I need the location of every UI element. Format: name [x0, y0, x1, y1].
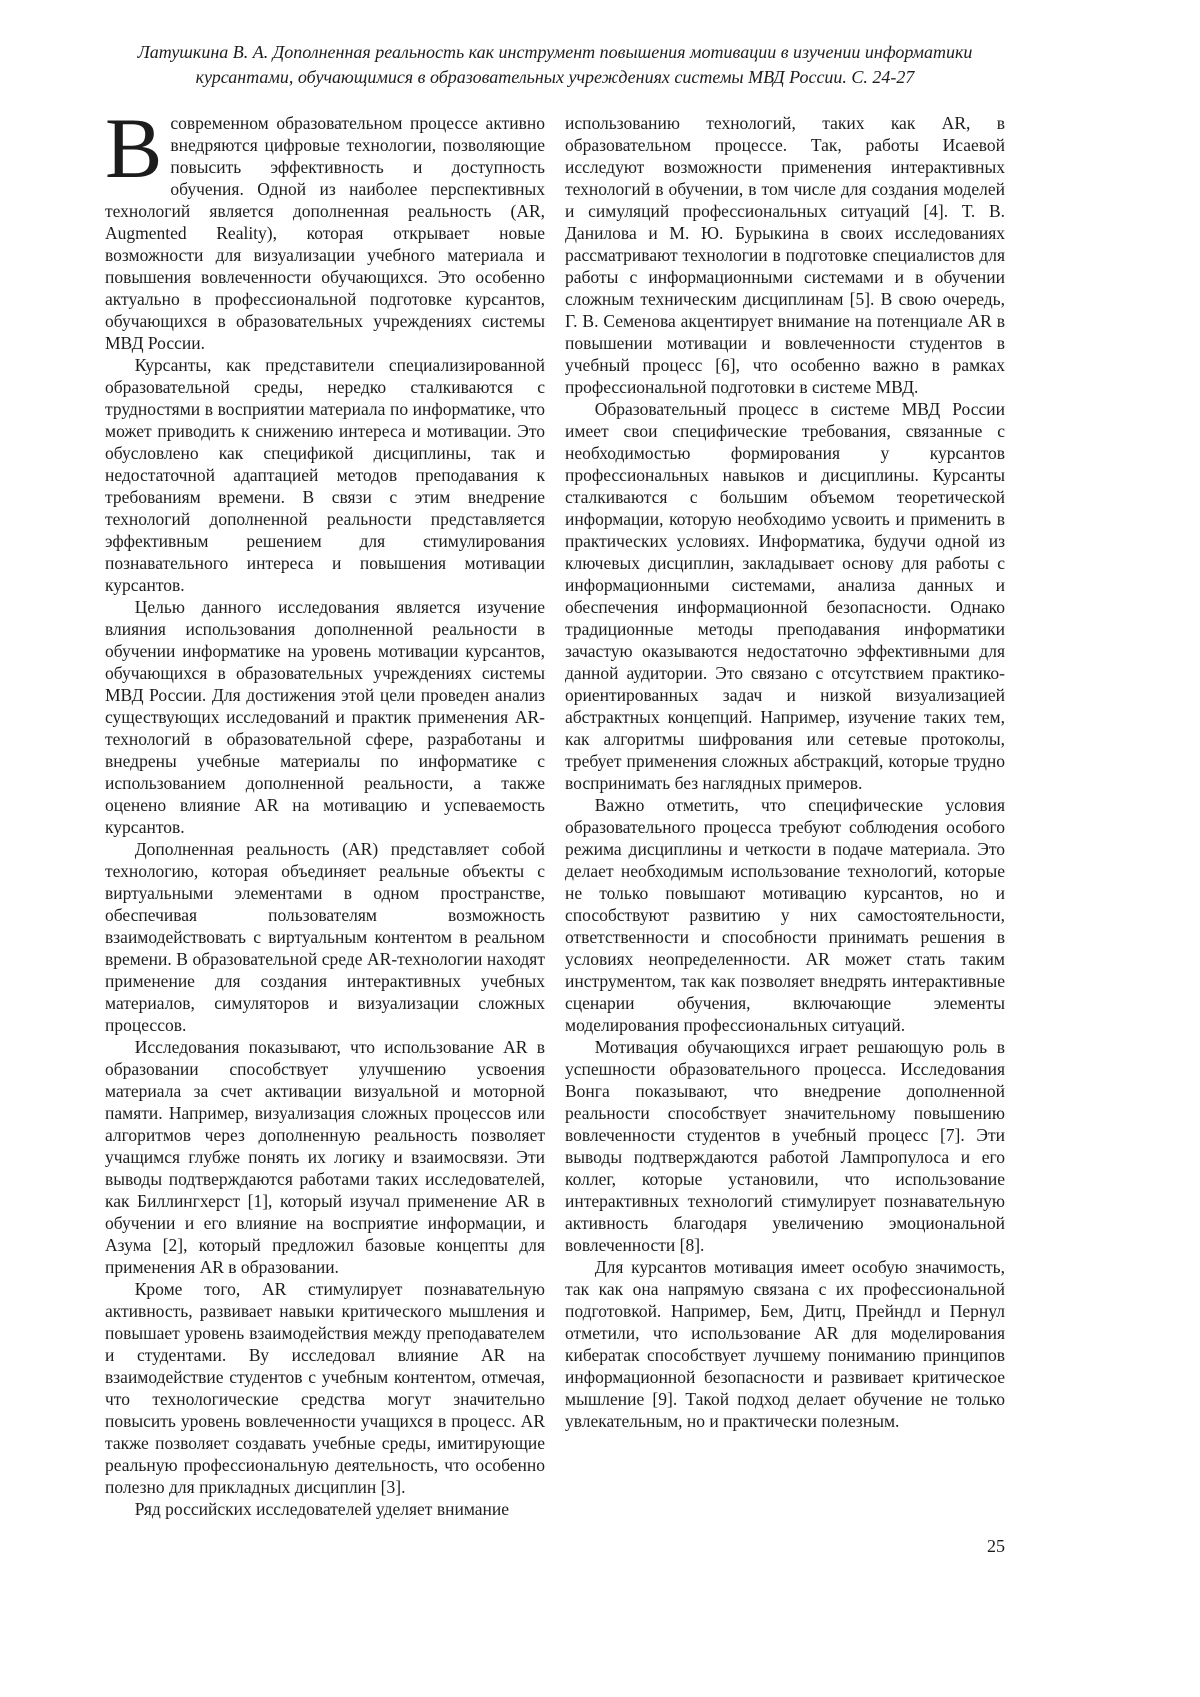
- right-column: [565, 112, 1005, 1520]
- paragraph: Кроме того, AR стимулирует познавательную активность, развивает навыки критического мышления и повышает уровень взаимодействия между преподавателем и студентами. Ву исследовал влияние AR на взаимодействие студентов с учебным контентом, отмечая, что технологические средства могут значительно повысить уровень вовлеченности учащихся в процесс. AR также позволяет создавать учебные среды, имитирующие реальную профессиональную деятельность, что особенно полезно для прикладных дисциплин [3].: [105, 1279, 545, 1497]
- left-column: [105, 100, 545, 1520]
- page-number: 25: [987, 1536, 1005, 1556]
- running-head-line1: Латушкина В. А. Дополненная реальность как инструмент повышения мотивации в изучении информатики: [137, 42, 973, 62]
- paragraph: Дополненная реальность (AR) представляет собой технологию, которая объединяет реальные объекты с виртуальными элементами в одном пространстве, обеспечивая пользователям возможность взаимодействовать с виртуальным контентом в реальном времени. В образовательной среде AR-технологии находят применение для создания интерактивных учебных материалов, симуляторов и визуализации сложных процессов.: [105, 839, 545, 1035]
- paragraph-text: современном образовательном процессе активно внедряются цифровые технологии, позволяющие повысить эффективность и доступность обучения. Одной из наиболее перспективных технологий является дополненная реальность (AR, Augmented Reality), которая открывает новые возможности для визуализации учебного материала и повышения вовлеченности обучающихся. Это особенно актуально в профессиональной подготовке курсантов, обучающихся в образовательных учреждениях системы МВД России.: [105, 113, 545, 353]
- paragraph: Для курсантов мотивация имеет особую значимость, так как она напрямую связана с их профессиональной подготовкой. Например, Бем, Дитц, Прейндл и Пернул отметили, что использование AR для моделирования кибератак способствует лучшему пониманию принципов информационной безопасности и развивает критическое мышление [9]. Такой подход делает обучение не только увлекательным, но и практически полезным.: [565, 1257, 1005, 1431]
- paragraph: Исследования показывают, что использование AR в образовании способствует улучшению усвоения материала за счет активации визуальной и моторной памяти. Например, визуализация сложных процессов или алгоритмов через дополненную реальность позволяет учащимся глубже понять их логику и взаимосвязи. Эти выводы подтверждаются работами таких исследователей, как Биллингхерст [1], который изучал применение AR в обучении и его влияние на восприятие информации, и Азума [2], который предложил базовые концепты для применения AR в образовании.: [105, 1037, 545, 1277]
- paragraph: Мотивация обучающихся играет решающую роль в успешности образовательного процесса. Исследования Вонга показывают, что внедрение дополненной реальности способствует значительному повышению вовлеченности студентов в учебный процесс [7]. Эти выводы подтверждаются работой Лампропулоса и его коллег, которые установили, что использование интерактивных технологий стимулирует познавательную активность благодаря увеличению эмоциональной вовлеченности [8].: [565, 1037, 1005, 1255]
- paragraph: Целью данного исследования является изучение влияния использования дополненной реальности в обучении информатике на уровень мотивации курсантов, обучающихся в образовательных учреждениях системы МВД России. Для достижения этой цели проведен анализ существующих исследований и практик применения AR-технологий в образовательной сфере, разработаны и внедрены учебные материалы по информатике с использованием дополненной реальности, а также оценено влияние AR на мотивацию и успеваемость курсантов.: [105, 597, 545, 837]
- paragraph: использованию технологий, таких как AR, в образовательном процессе. Так, работы Исаевой исследуют возможности применения интерактивных технологий в обучении, в том числе для создания моделей и симуляций профессиональных ситуаций [4]. Т. В. Данилова и М. Ю. Бурыкина в своих исследованиях рассматривают технологии в подготовке специалистов для работы с информационными системами и в обучении сложным техническим дисциплинам [5]. В свою очередь, Г. В. Семенова акцентирует внимание на потенциале AR в повышении мотивации и вовлеченности студентов в учебный процесс [6], что особенно важно в рамках профессиональной подготовки в системе МВД.: [565, 113, 1005, 397]
- running-head-line2: курсантами, обучающимися в образовательных учреждениях системы МВД России. С. 24-27: [195, 67, 915, 87]
- paragraph: Образовательный процесс в системе МВД России имеет свои специфические требования, связанные с необходимостью формирования у курсантов профессиональных навыков и дисциплины. Курсанты сталкиваются с большим объемом теоретической информации, которую необходимо усвоить и применить в практических условиях. Информатика, будучи одной из ключевых дисциплин, закладывает основу для работы с информационными системами, анализа данных и обеспечения информационной безопасности. Однако традиционные методы преподавания информатики зачастую оказываются недостаточно эффективными для данной аудитории. Это связано с отсутствием практико-ориентированных задач и низкой визуализацией абстрактных концепций. Например, изучение таких тем, как алгоритмы шифрования или сетевые протоколы, требует применения сложных абстракций, которые трудно воспринимать без наглядных примеров.: [565, 399, 1005, 793]
- running-head: [105, 40, 1005, 90]
- paragraph: Важно отметить, что специфические условия образовательного процесса требуют соблюдения особого режима дисциплины и четкости в подаче материала. Это делает необходимым использование технологий, которые не только повышают мотивацию курсантов, но и способствуют развитию у них самостоятельности, ответственности и способности принимать решения в условиях неопределенности. AR может стать таким инструментом, так как позволяет внедрять интерактивные сценарии обучения, включающие элементы моделирования профессиональных ситуаций.: [565, 795, 1005, 1035]
- drop-cap: В: [105, 100, 163, 196]
- two-column-body: [105, 100, 1005, 1520]
- paragraph: Курсанты, как представители специализированной образовательной среды, нередко сталкиваются с трудностями в восприятии материала по информатике, что может приводить к снижению интереса и мотивации. Это обусловлено как спецификой дисциплины, так и недостаточной адаптацией методов преподавания к требованиям времени. В связи с этим внедрение технологий дополненной реальности представляется эффективным решением для стимулирования познавательного интереса и повышения мотивации курсантов.: [105, 355, 545, 595]
- paragraph: Ряд российских исследователей уделяет внимание: [134, 1499, 510, 1519]
- paragraph: [105, 100, 545, 354]
